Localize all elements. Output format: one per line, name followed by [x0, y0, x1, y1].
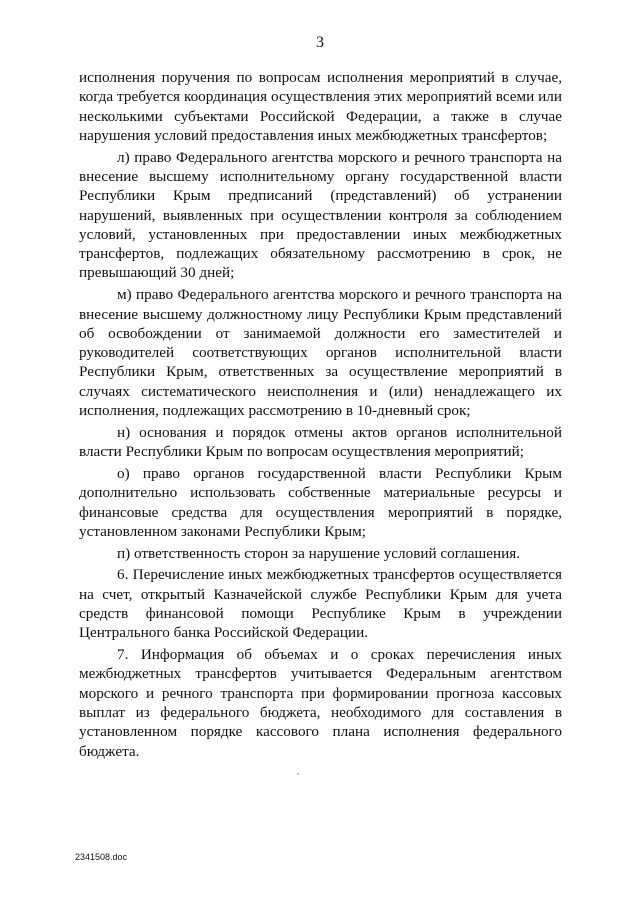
- paragraph-continuation: исполнения поручения по вопросам исполнения мероприятий в случае, когда требуется координация осуществления этих мероприятий всеми или несколькими субъектами Российской Федерации, а также в случае нарушения условий предоставления иных межбюджетных трансфертов;: [79, 69, 562, 144]
- paragraph-section-7: 7. Информация об объемах и о сроках перечисления иных межбюджетных трансфертов учитывается Федеральным агентством морского и речного транспорта при формировании прогноза кассовых выплат из федерального бюджета, необходимого для составления в установленном порядке кассового плана исполнения федерального бюджета.: [79, 646, 562, 760]
- paragraph-section-6: 6. Перечисление иных межбюджетных трансфертов осуществляется на счет, открытый Казначейской службе Республики Крым для учета средств финансовой помощи Республике Крым в учреждении Центрального банка Российской Федерации.: [79, 566, 562, 642]
- footer-file-code: 2341508.doc: [75, 852, 128, 862]
- document-body: [79, 68, 562, 761]
- paragraph-item-n: н) основания и порядок отмены актов органов исполнительной власти Республики Крым по вопросам осуществления мероприятий;: [79, 423, 562, 461]
- paragraph-item-o: о) право органов государственной власти Республики Крым дополнительно использовать собственные материальные ресурсы и финансовые средства для осуществления мероприятий в порядке, установленном законами Республики Крым;: [79, 464, 562, 540]
- scan-speck: [297, 773, 299, 775]
- paragraph-item-m: м) право Федерального агентства морского и речного транспорта на внесение высшему должностному лицу Республики Крым представлений об освобождении от занимаемой должности его заместителей и руководителей соответствующих органов исполнительной власти Республики Крым, ответственных за осуществление мероприятий в случаях систематического неисполнения и (или) ненадлежащего их исполнения, подлежащих рассмотрению в 10-дневный срок;: [79, 286, 562, 420]
- paragraph-item-p: п) ответственность сторон за нарушение условий соглашения.: [117, 544, 521, 562]
- paragraph-item-l: л) право Федерального агентства морского и речного транспорта на внесение высшему исполнительному органу государственной власти Республики Крым предписаний (представлений) об устранении нарушений, выявленных при осуществлении контроля за соблюдением условий, установленных при предоставлении иных межбюджетных трансфертов, подлежащих обязательному рассмотрению в срок, не превышающий 30 дней;: [79, 148, 562, 282]
- page-number: 3: [316, 34, 324, 51]
